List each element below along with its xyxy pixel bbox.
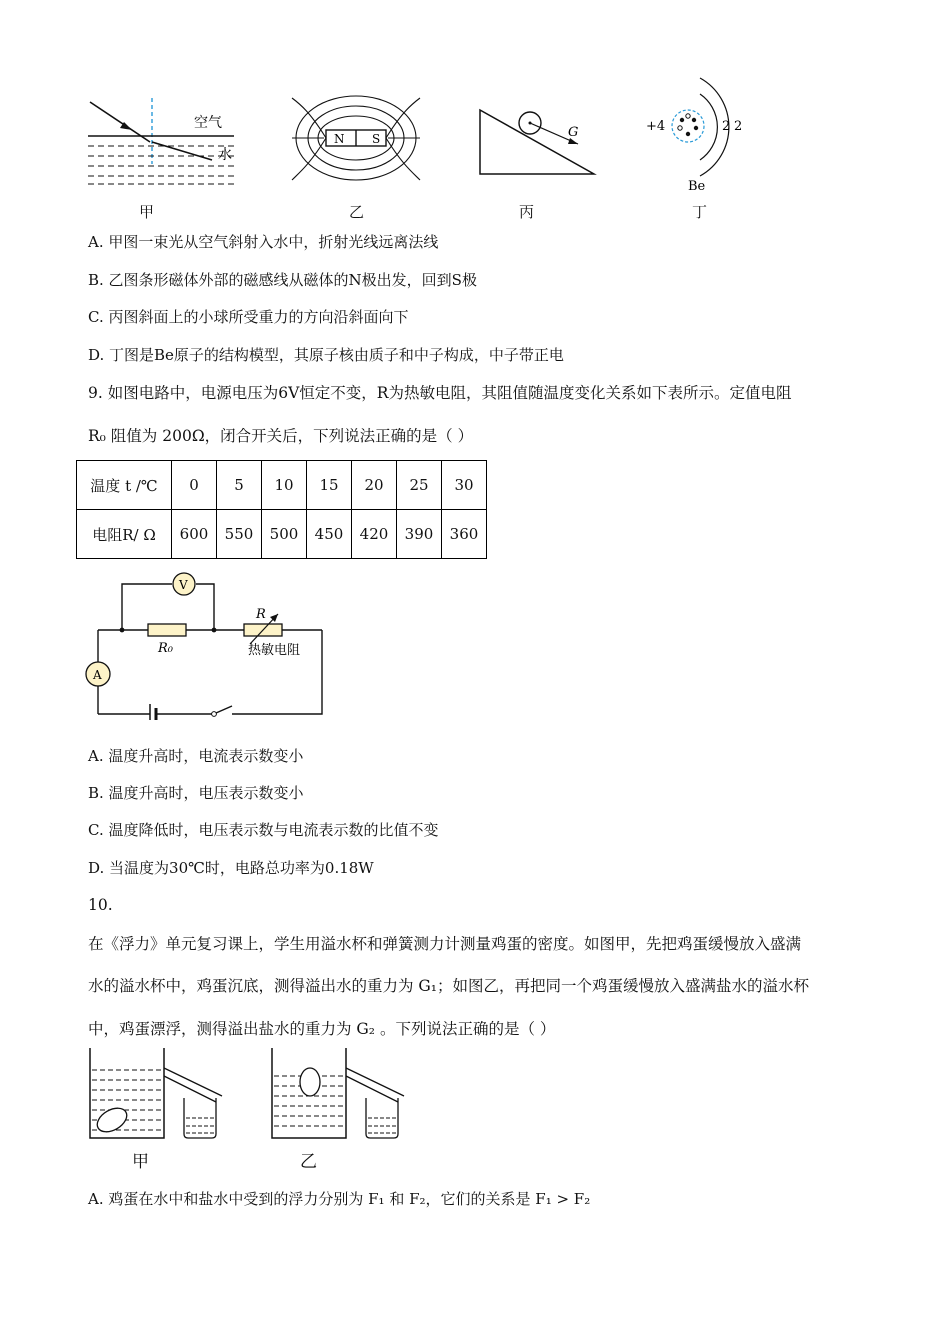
svg-text:V: V [179, 578, 188, 592]
svg-text:A: A [93, 668, 102, 682]
caption-fig-yi: 乙 [300, 1152, 317, 1172]
caption-fig-jia: 甲 [132, 1152, 149, 1172]
table-cell: 450 [307, 510, 352, 559]
table-row [77, 510, 487, 559]
q8-option-a: A. 甲图一束光从空气斜射入水中，折射光线远离法线 [88, 233, 439, 251]
q10-stem-line1: 在《浮力》单元复习课上，学生用溢水杯和弹簧测力计测量鸡蛋的密度。如图甲，先把鸡蛋缓慢放入盛满 [88, 935, 802, 953]
figure-bing-incline [478, 100, 602, 180]
figure-overflow-jia [84, 1046, 234, 1142]
refracted-ray [152, 142, 212, 160]
table-cell: 500 [262, 510, 307, 559]
q9-option-b: B. 温度升高时，电压表示数变小 [88, 784, 304, 802]
table-cell: 390 [397, 510, 442, 559]
table-cell: 5 [217, 461, 262, 510]
q9-stem-line1: 9. 如图电路中，电源电压为6V恒定不变，R为热敏电阻，其阻值随温度变化关系如下表所示。定值电阻 [88, 384, 792, 402]
air-label: 空气 [194, 115, 222, 131]
q9-option-a: A. 温度升高时，电流表示数变小 [88, 747, 304, 765]
q10-stem-line3: 中，鸡蛋漂浮，测得溢出盐水的重力为 G₂ 。下列说法正确的是（ ） [88, 1020, 556, 1038]
circuit-diagram [84, 570, 334, 720]
switch-icon [212, 706, 232, 716]
caption-ding: 丁 [692, 203, 708, 221]
water-lines [88, 146, 234, 184]
figure-yi-magnet [290, 92, 422, 192]
s-pole-label: S [372, 132, 381, 146]
table-cell: 550 [217, 510, 262, 559]
r-label: R [256, 607, 266, 622]
water-label: 水 [218, 147, 232, 163]
q8-option-b: B. 乙图条形磁体外部的磁感线从磁体的N极出发，回到S极 [88, 271, 477, 289]
caption-bing: 丙 [519, 203, 535, 221]
thermistor-label: 热敏电阻 [248, 643, 301, 658]
spout [346, 1068, 404, 1096]
figure-jia-refraction [84, 92, 244, 192]
temp-header: 温度 t /℃ [77, 461, 172, 510]
caption-yi: 乙 [349, 203, 365, 221]
g-label: G [568, 125, 579, 140]
q8-option-d: D. 丁图是Be原子的结构模型，其原子核由质子和中子构成，中子带正电 [88, 346, 564, 364]
ammeter [86, 662, 110, 686]
nucleons [678, 114, 698, 136]
q8-option-c: C. 丙图斜面上的小球所受重力的方向沿斜面向下 [88, 308, 409, 326]
battery-icon [150, 704, 156, 720]
table-row [77, 461, 487, 510]
nuclear-charge: +4 [646, 119, 666, 134]
q9-stem-line2: R₀ 阻值为 200Ω，闭合开关后，下列说法正确的是（ ） [88, 427, 474, 445]
egg [300, 1068, 320, 1096]
table-cell: 15 [307, 461, 352, 510]
table-cell: 0 [172, 461, 217, 510]
q10-stem-line2: 水的溢水杯中，鸡蛋沉底，测得溢出水的重力为 G₁；如图乙，再把同一个鸡蛋缓慢放入盛满盐水的溢水杯 [88, 977, 810, 995]
resistance-table [76, 460, 487, 559]
table-cell: 10 [262, 461, 307, 510]
resistance-header: 电阻R/ Ω [77, 510, 172, 559]
q9-option-d: D. 当温度为30℃时，电路总功率为0.18W [88, 859, 374, 877]
shell-1 [700, 94, 717, 160]
q10-option-a: A. 鸡蛋在水中和盐水中受到的浮力分别为 F₁ 和 F₂，它们的关系是 F₁ > F₂ [88, 1190, 591, 1208]
table-cell: 25 [397, 461, 442, 510]
table-cell: 420 [352, 510, 397, 559]
n-pole-label: N [334, 132, 345, 146]
shell-2-count: 2 [734, 119, 743, 134]
r0-label: R₀ [158, 641, 173, 656]
table-cell: 30 [442, 461, 487, 510]
voltmeter [173, 573, 195, 595]
spout [164, 1068, 222, 1096]
figure-overflow-yi [266, 1046, 416, 1142]
figure-ding-atom [644, 72, 754, 196]
q10-number: 10. [88, 896, 113, 914]
shell-1-count: 2 [722, 119, 731, 134]
table-cell: 600 [172, 510, 217, 559]
q9-option-c: C. 温度降低时，电压表示数与电流表示数的比值不变 [88, 821, 439, 839]
caption-jia: 甲 [139, 203, 155, 221]
egg [93, 1103, 131, 1136]
table-cell: 360 [442, 510, 487, 559]
element-label: Be [688, 179, 706, 194]
resistor-r0 [148, 624, 186, 636]
table-cell: 20 [352, 461, 397, 510]
